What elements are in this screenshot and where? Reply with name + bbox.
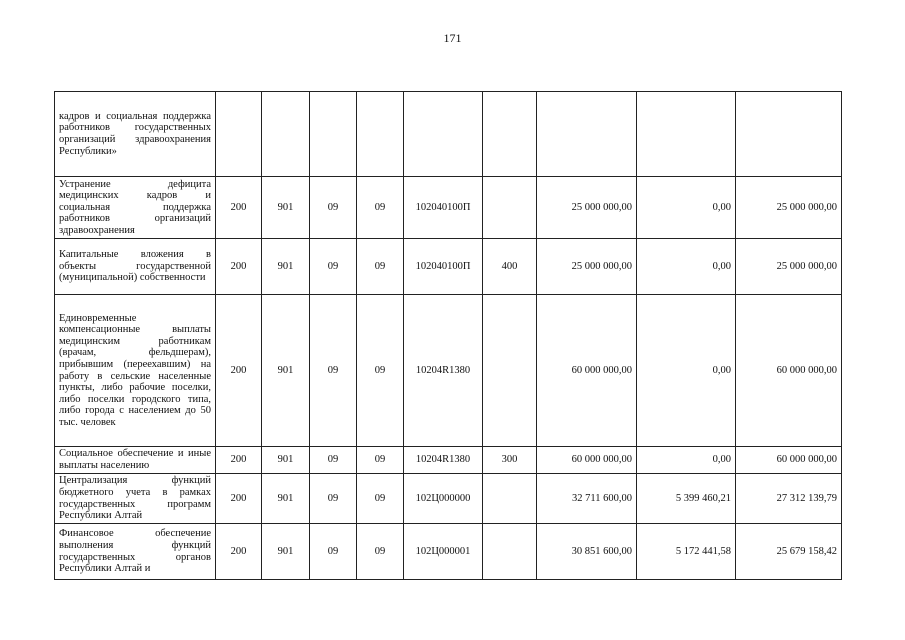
section-code-cell: 09 (310, 474, 357, 524)
ministry-code-cell: 901 (262, 295, 310, 447)
section-code-cell (310, 92, 357, 177)
table-row (55, 295, 842, 447)
target-article-cell (404, 92, 483, 177)
plan-amount-cell: 25 000 000,00 (537, 177, 637, 239)
admin-code-cell: 200 (216, 295, 262, 447)
plan-amount-cell: 60 000 000,00 (537, 447, 637, 474)
target-article-cell: 10204R1380 (404, 295, 483, 447)
subsection-code-cell: 09 (357, 177, 404, 239)
total-amount-cell: 25 679 158,42 (736, 524, 842, 580)
admin-code-cell (216, 92, 262, 177)
plan-amount-cell (537, 92, 637, 177)
admin-code-cell: 200 (216, 239, 262, 295)
page-number: 171 (443, 31, 462, 45)
admin-code-cell: 200 (216, 177, 262, 239)
table-row (55, 239, 842, 295)
ministry-code-cell: 901 (262, 177, 310, 239)
plan-amount-cell: 30 851 600,00 (537, 524, 637, 580)
table-row (55, 447, 842, 474)
table-row (55, 92, 842, 177)
total-amount-cell: 60 000 000,00 (736, 447, 842, 474)
row-name-cell: Единовременные компенсационные выплаты медицинским работникам (врачам, фельдшерам), прибывшим (переехавшим) на работу в сельские населенные пункты, либо рабочие поселки, либо поселки городского типа, либо города с населением до 50 тыс. человек (55, 295, 216, 447)
table-row (55, 177, 842, 239)
table-row (55, 524, 842, 580)
subsection-code-cell (357, 92, 404, 177)
row-name-cell: Устранение дефицита медицинских кадров и социальная поддержка работников организаций здравоохранения (55, 177, 216, 239)
change-amount-cell: 5 172 441,58 (637, 524, 736, 580)
admin-code-cell: 200 (216, 524, 262, 580)
change-amount-cell: 0,00 (637, 295, 736, 447)
ministry-code-cell: 901 (262, 474, 310, 524)
section-code-cell: 09 (310, 447, 357, 474)
section-code-cell: 09 (310, 177, 357, 239)
section-code-cell: 09 (310, 524, 357, 580)
ministry-code-cell (262, 92, 310, 177)
target-article-cell: 102040100П (404, 239, 483, 295)
target-article-cell: 10204R1380 (404, 447, 483, 474)
subsection-code-cell: 09 (357, 447, 404, 474)
subsection-code-cell: 09 (357, 474, 404, 524)
expense-type-cell: 400 (483, 239, 537, 295)
subsection-code-cell: 09 (357, 295, 404, 447)
section-code-cell: 09 (310, 239, 357, 295)
change-amount-cell: 5 399 460,21 (637, 474, 736, 524)
admin-code-cell: 200 (216, 447, 262, 474)
budget-table (54, 91, 842, 580)
plan-amount-cell: 25 000 000,00 (537, 239, 637, 295)
ministry-code-cell: 901 (262, 447, 310, 474)
expense-type-cell (483, 474, 537, 524)
expense-type-cell: 300 (483, 447, 537, 474)
target-article-cell: 102Ц000001 (404, 524, 483, 580)
total-amount-cell: 27 312 139,79 (736, 474, 842, 524)
table-row (55, 474, 842, 524)
row-name-cell: Социальное обеспечение и иные выплаты населению (55, 447, 216, 474)
expense-type-cell (483, 524, 537, 580)
ministry-code-cell: 901 (262, 524, 310, 580)
total-amount-cell: 25 000 000,00 (736, 239, 842, 295)
plan-amount-cell: 32 711 600,00 (537, 474, 637, 524)
row-name-cell: Финансовое обеспечение выполнения функций государственных органов Республики Алтай и (55, 524, 216, 580)
ministry-code-cell: 901 (262, 239, 310, 295)
row-name-cell: Капитальные вложения в объекты государственной (муниципальной) собственности (55, 239, 216, 295)
subsection-code-cell: 09 (357, 239, 404, 295)
change-amount-cell: 0,00 (637, 177, 736, 239)
expense-type-cell (483, 177, 537, 239)
target-article-cell: 102Ц000000 (404, 474, 483, 524)
row-name-cell: Централизация функций бюджетного учета в рамках государственных программ Республики Алтай (55, 474, 216, 524)
admin-code-cell: 200 (216, 474, 262, 524)
expense-type-cell (483, 92, 537, 177)
section-code-cell: 09 (310, 295, 357, 447)
total-amount-cell (736, 92, 842, 177)
total-amount-cell: 60 000 000,00 (736, 295, 842, 447)
total-amount-cell: 25 000 000,00 (736, 177, 842, 239)
change-amount-cell (637, 92, 736, 177)
change-amount-cell: 0,00 (637, 447, 736, 474)
change-amount-cell: 0,00 (637, 239, 736, 295)
target-article-cell: 102040100П (404, 177, 483, 239)
plan-amount-cell: 60 000 000,00 (537, 295, 637, 447)
subsection-code-cell: 09 (357, 524, 404, 580)
expense-type-cell (483, 295, 537, 447)
row-name-cell: кадров и социальная поддержка работников государственных организаций здравоохранения Республики» (55, 92, 216, 177)
